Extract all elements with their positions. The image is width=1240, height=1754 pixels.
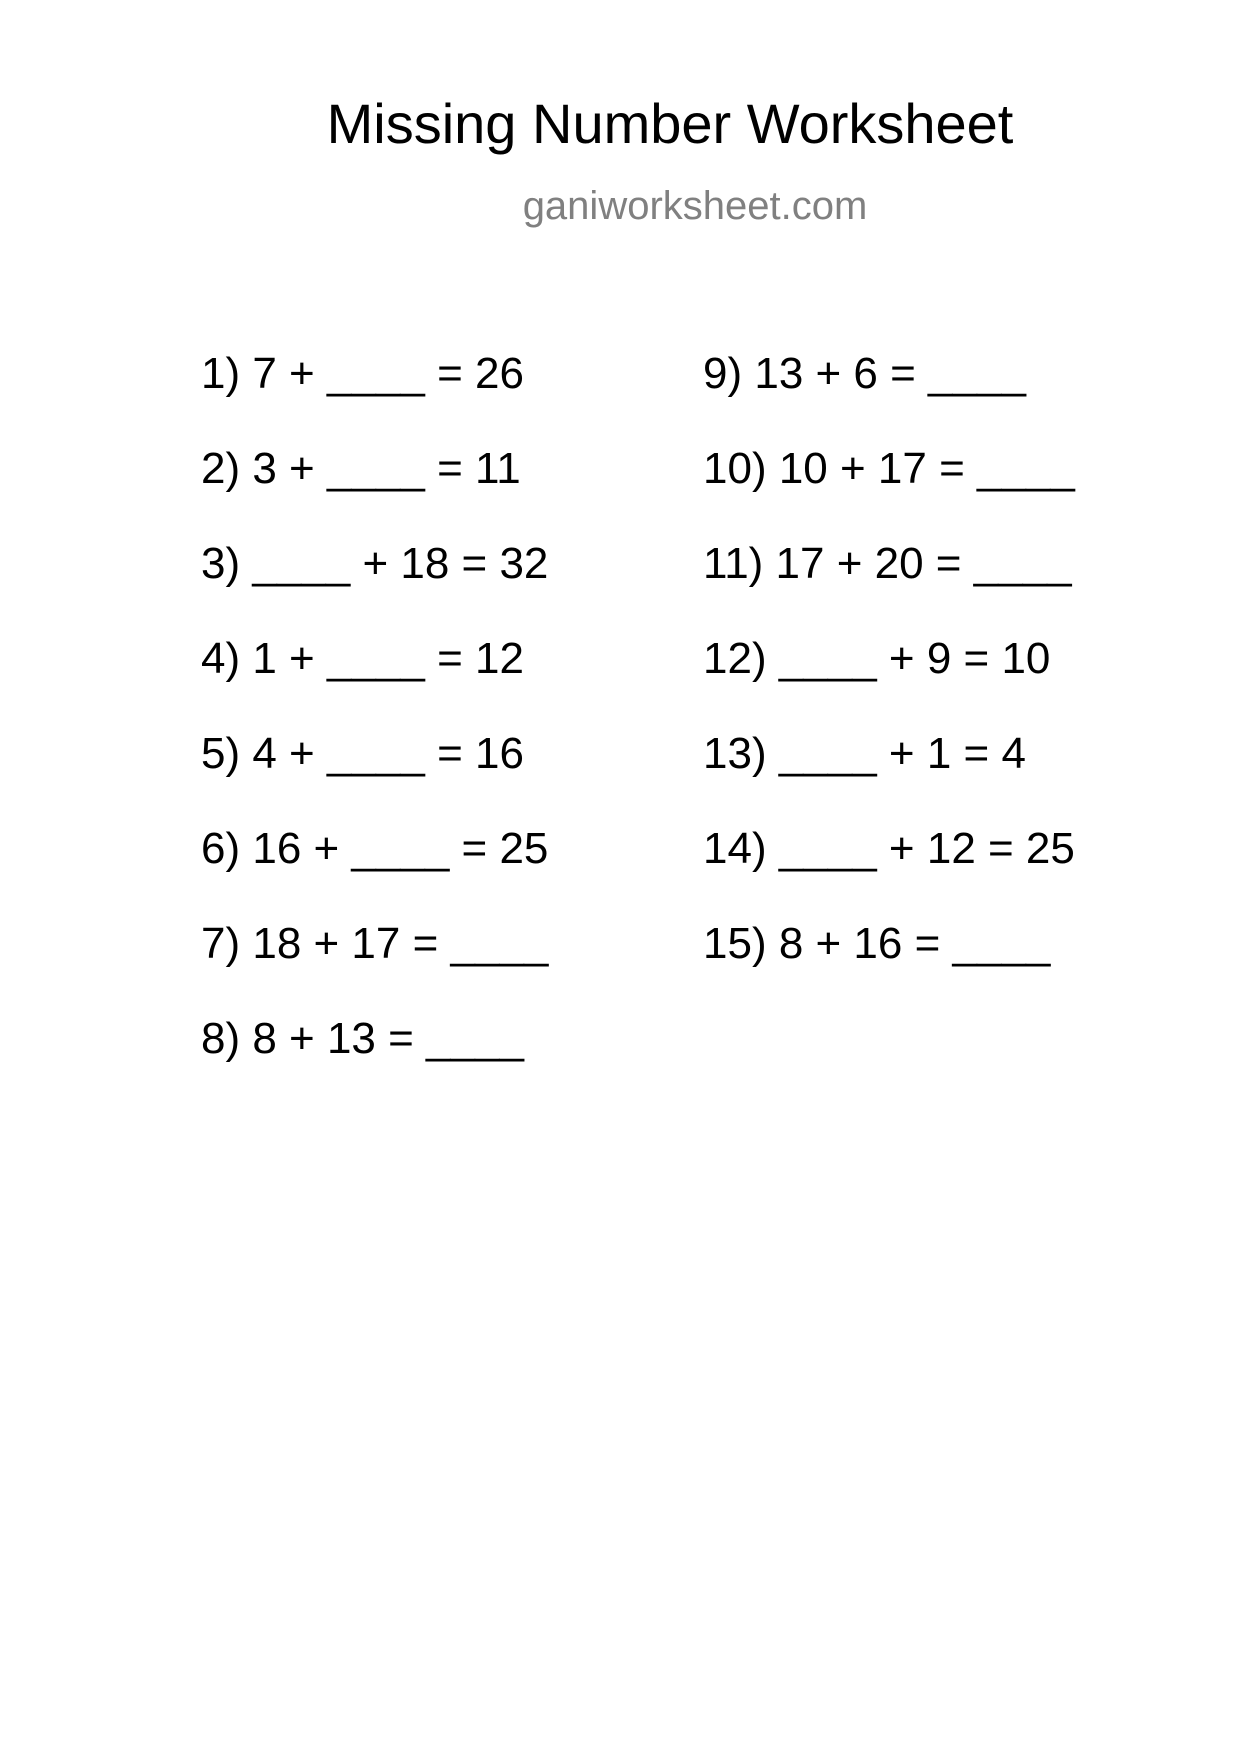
problem-item: 9) 13 + 6 = ____ xyxy=(703,349,1026,398)
problem-item: 15) 8 + 16 = ____ xyxy=(703,919,1051,968)
problem-item: 1) 7 + ____ = 26 xyxy=(201,349,524,398)
site-url: ganiworksheet.com xyxy=(522,184,868,228)
problem-item: 13) ____ + 1 = 4 xyxy=(703,729,1026,778)
problem-item: 7) 18 + 17 = ____ xyxy=(201,919,549,968)
problem-item: 3) ____ + 18 = 32 xyxy=(201,539,549,588)
problem-item: 12) ____ + 9 = 10 xyxy=(703,634,1051,683)
problem-item: 11) 17 + 20 = ____ xyxy=(703,539,1072,588)
problem-item: 2) 3 + ____ = 11 xyxy=(201,444,521,493)
page-title: Missing Number Worksheet xyxy=(326,92,1014,155)
problem-item: 10) 10 + 17 = ____ xyxy=(703,444,1075,493)
problem-item: 14) ____ + 12 = 25 xyxy=(703,824,1075,873)
problem-item: 6) 16 + ____ = 25 xyxy=(201,824,549,873)
problem-item: 5) 4 + ____ = 16 xyxy=(201,729,524,778)
problems-left-column xyxy=(201,349,548,1109)
problem-item: 8) 8 + 13 = ____ xyxy=(201,1014,524,1063)
problems-right-column xyxy=(703,349,1075,1014)
problem-item: 4) 1 + ____ = 12 xyxy=(201,634,524,683)
